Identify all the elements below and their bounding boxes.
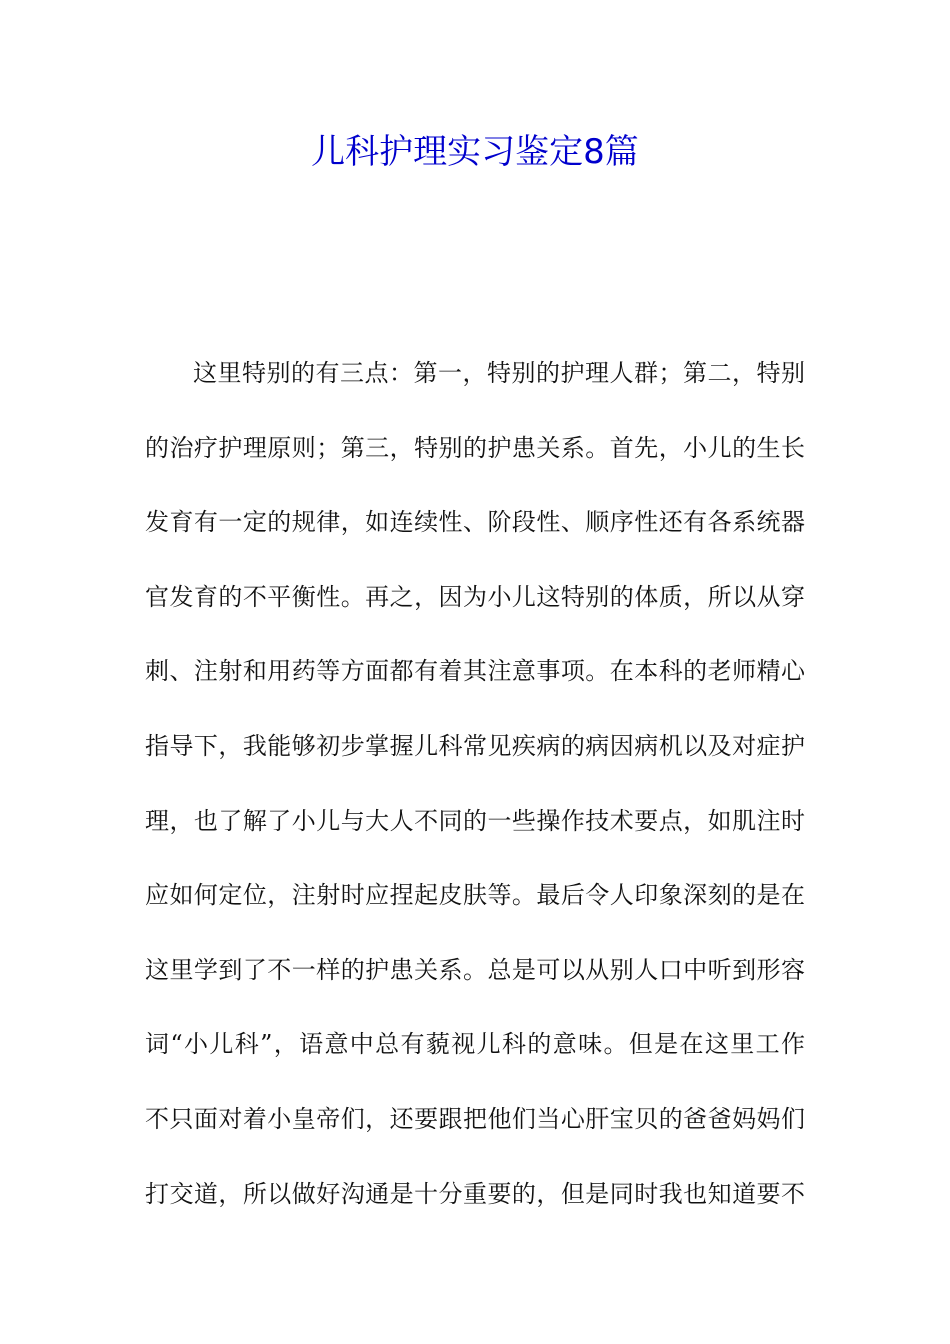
- body-line: 的治疗护理原则；第三，特别的护患关系。首先，小儿的生长: [145, 433, 805, 462]
- body-line: 发育有一定的规律，如连续性、阶段性、顺序性还有各系统器: [145, 508, 805, 537]
- document-body: [145, 336, 805, 1231]
- body-line: 刺、注射和用药等方面都有着其注意事项。在本科的老师精心: [145, 657, 805, 686]
- body-line: 不只面对着小皇帝们，还要跟把他们当心肝宝贝的爸爸妈妈们: [145, 1104, 805, 1133]
- body-line: 这里特别的有三点：第一，特别的护理人群；第二，特别: [193, 359, 805, 387]
- body-line: 这里学到了不一样的护患关系。总是可以从别人口中听到形容: [145, 955, 805, 984]
- body-line: 指导下，我能够初步掌握儿科常见疾病的病因病机以及对症护: [145, 731, 805, 760]
- body-line: 词“小儿科”，语意中总有藐视儿科的意味。但是在这里工作: [145, 1030, 805, 1059]
- body-line: 理，也了解了小儿与大人不同的一些操作技术要点，如肌注时: [145, 806, 805, 835]
- document-title: 儿科护理实习鉴定8篇: [311, 132, 639, 172]
- body-line: 官发育的不平衡性。再之，因为小儿这特别的体质，所以从穿: [145, 582, 805, 611]
- body-line: 打交道，所以做好沟通是十分重要的，但是同时我也知道要不: [145, 1179, 805, 1208]
- body-line: 应如何定位，注射时应捏起皮肤等。最后令人印象深刻的是在: [145, 881, 805, 910]
